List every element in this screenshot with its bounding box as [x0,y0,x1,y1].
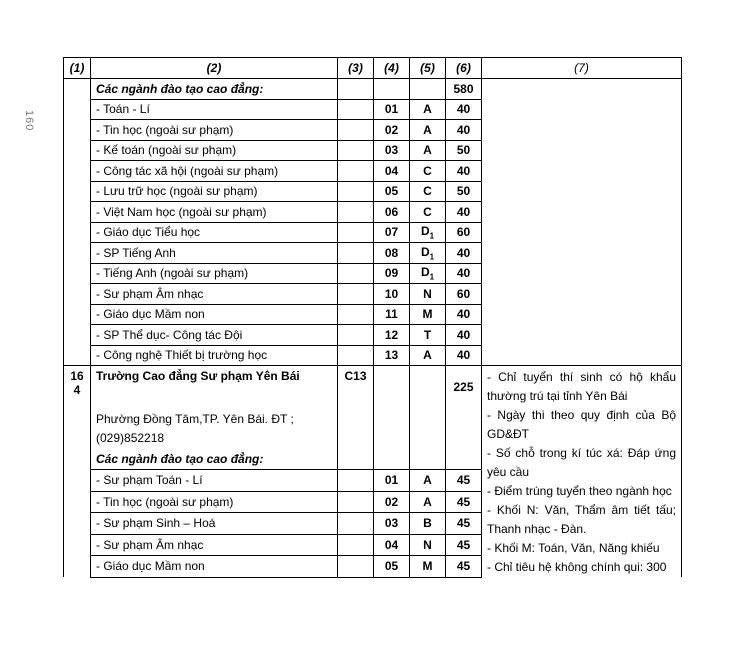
major-name: - Sư phạm Âm nhạc [91,534,338,555]
major-code: 12 [374,325,410,346]
notes-cell [482,366,682,578]
major-code: 10 [374,284,410,305]
empty-cell [338,449,374,470]
block-letter: D [420,224,430,239]
block-cell: B [410,513,446,534]
code-cell [338,304,374,325]
major-code: 04 [374,161,410,182]
section-total: 580 [446,79,482,100]
section-title: Các ngành đào tạo cao đẳng: [91,449,338,470]
header-col-2: (2) [91,58,338,79]
quota: 40 [446,202,482,223]
note-line: - Chỉ tuyển thí sinh có hộ khẩu thường trú tại tỉnh Yên Bái [487,370,676,403]
block-cell [410,366,446,409]
code-cell [338,345,374,366]
section-title: Các ngành đào tạo cao đẳng: [91,79,338,100]
quota: 40 [446,345,482,366]
major-name: - Giáo dục Mầm non [91,555,338,577]
block-cell [410,79,446,100]
block-letter: C [423,163,432,178]
block-cell [410,263,446,284]
major-name: - Tiếng Anh (ngoài sư phạm) [91,263,338,284]
major-name: - SP Tiếng Anh [91,243,338,264]
block-cell [410,284,446,305]
major-name: - Công nghệ Thiết bị trường học [91,345,338,366]
block-cell [410,325,446,346]
block-cell [410,345,446,366]
page-number: 160 [23,110,35,132]
note-line: - Điểm trúng tuyển theo ngành học [487,484,672,498]
block-letter: A [423,102,432,117]
block-cell [410,120,446,141]
block-letter: A [423,122,432,137]
major-name: - Lưu trữ học (ngoài sư phạm) [91,181,338,202]
code-cell [338,202,374,223]
index-cell [64,79,91,366]
block-cell [410,243,446,264]
note-line: - Khối N: Văn, Thẩm âm tiết tấu; Thanh nhạc - Đàn. [487,503,676,536]
block-cell [410,304,446,325]
note-line: - Ngày thi theo quy định của Bộ GD&ĐT [487,408,676,441]
school-total: 225 [446,366,482,409]
block-letter: M [422,307,433,322]
admissions-table [63,57,682,578]
quota: 50 [446,181,482,202]
empty-cell [338,409,374,449]
block-letter: D [420,244,430,259]
empty-cell [374,409,410,449]
quota: 45 [446,555,482,577]
empty-cell [446,409,482,449]
quota: 45 [446,470,482,491]
header-col-3: (3) [338,58,374,79]
empty-cell [410,409,446,449]
major-code: 03 [374,513,410,534]
header-col-6: (6) [446,58,482,79]
quota: 40 [446,243,482,264]
major-name: - Sư phạm Sinh – Hoá [91,513,338,534]
note-line: - Số chỗ trong kí túc xá: Đáp ứng yêu cầu [487,446,676,479]
block-cell [410,202,446,223]
block-cell: N [410,534,446,555]
block-letter: T [423,327,432,342]
block-subscript: 1 [429,251,435,261]
block-subscript: 1 [429,272,435,282]
school-index-line1: 16 [70,369,84,383]
code-cell [338,325,374,346]
header-col-5: (5) [410,58,446,79]
block-letter: A [423,143,432,158]
major-name: - Giáo dục Tiểu học [91,222,338,243]
header-col-1: (1) [64,58,91,79]
school-name: Trường Cao đẳng Sư phạm Yên Bái [91,366,338,409]
major-code: 09 [374,263,410,284]
major-code: 06 [374,202,410,223]
code-cell [338,222,374,243]
code-cell [338,470,374,491]
school-index [64,366,91,578]
code-cell [338,491,374,512]
major-code: 01 [374,470,410,491]
block-cell: A [410,491,446,512]
block-cell [410,140,446,161]
code-cell [338,79,374,100]
quota: 60 [446,222,482,243]
major-code: 07 [374,222,410,243]
empty-cell [410,449,446,470]
block-letter: C [423,184,432,199]
empty-cell [446,449,482,470]
quota: 45 [446,534,482,555]
major-code: 13 [374,345,410,366]
major-name: - Sư phạm Âm nhạc [91,284,338,305]
major-name: - Tin học (ngoài sư phạm) [91,491,338,512]
code-cell [338,120,374,141]
major-code: 05 [374,181,410,202]
block-subscript: 1 [429,231,435,241]
quota: 50 [446,140,482,161]
code-cell [338,181,374,202]
block-letter: N [423,286,432,301]
quota: 40 [446,161,482,182]
major-name: - Công tác xã hội (ngoài sư phạm) [91,161,338,182]
major-name: - Toán - Lí [91,99,338,120]
block-cell [410,222,446,243]
note-line: - Khối M: Toán, Văn, Năng khiếu [487,541,660,555]
header-col-7: (7) [482,58,682,79]
major-name: - Tin học (ngoài sư phạm) [91,120,338,141]
block-letter: C [423,204,432,219]
code-cell [338,513,374,534]
major-code: 02 [374,491,410,512]
quota: 40 [446,263,482,284]
quota: 40 [446,99,482,120]
major-name: - Giáo dục Mầm non [91,304,338,325]
note-line: - Chỉ tiêu hệ không chính qui: 300 [487,560,667,574]
school-row [64,366,682,409]
block-cell [410,99,446,120]
code-cell [338,161,374,182]
major-code [374,366,410,409]
major-code: 03 [374,140,410,161]
section-title-row [64,79,682,100]
major-code: 11 [374,304,410,325]
header-row [64,58,682,79]
major-code: 08 [374,243,410,264]
code-cell [338,99,374,120]
block-letter: D [420,265,430,280]
quota: 40 [446,120,482,141]
major-name: - Sư phạm Toán - Lí [91,470,338,491]
code-cell [338,284,374,305]
code-cell [338,555,374,577]
header-col-4: (4) [374,58,410,79]
notes-cell [482,79,682,366]
block-cell: A [410,470,446,491]
quota: 40 [446,304,482,325]
major-code: 04 [374,534,410,555]
empty-cell [374,449,410,470]
school-index-line2: 4 [73,383,81,397]
school-code: C13 [338,366,374,409]
school-address: Phường Đồng Tâm,TP. Yên Bái. ĐT ; (029)852218 [91,409,338,449]
major-code: 02 [374,120,410,141]
code-cell [338,140,374,161]
major-name: - Việt Nam học (ngoài sư phạm) [91,202,338,223]
block-cell: M [410,555,446,577]
code-cell [338,243,374,264]
code-cell [338,534,374,555]
quota: 45 [446,513,482,534]
major-code: 05 [374,555,410,577]
block-letter: A [423,348,432,363]
block-cell [410,161,446,182]
quota: 45 [446,491,482,512]
major-name: - SP Thể dục- Công tác Đội [91,325,338,346]
block-cell [410,181,446,202]
code-cell [338,263,374,284]
quota: 40 [446,325,482,346]
major-code: 01 [374,99,410,120]
major-code [374,79,410,100]
major-name: - Kế toán (ngoài sư phạm) [91,140,338,161]
quota: 60 [446,284,482,305]
